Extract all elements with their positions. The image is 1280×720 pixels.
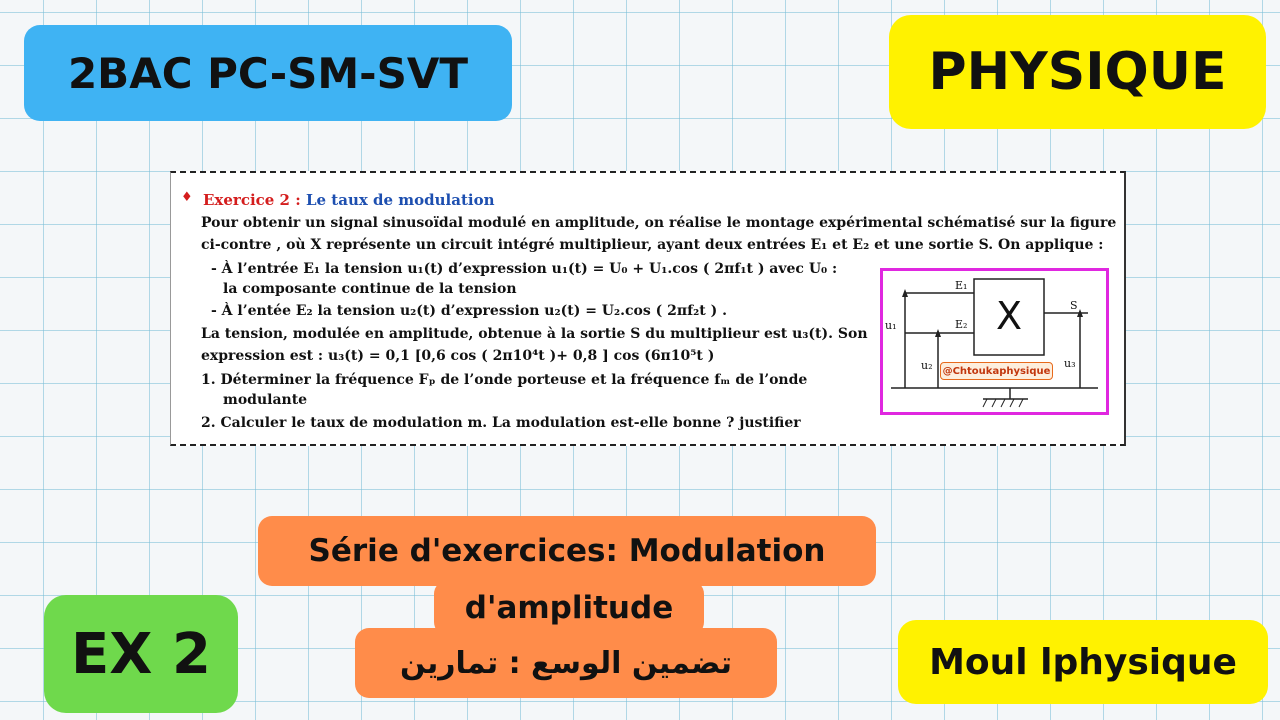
u2-label: u₂ [921,359,933,372]
input1-label: E₁ [955,279,968,292]
u3-label: u₃ [1064,357,1076,370]
hand-pointer-icon: ♦ [181,190,193,205]
output-label: S [1070,299,1078,312]
series-title-arabic: تضمين الوسع : تمارين [355,628,777,698]
u1-label: u₁ [885,319,897,332]
exercise-title: Le taux de modulation [305,191,495,209]
exercise-line: - À l’entrée E₁ la tension u₁(t) d’expression u₁(t) = U₀ + U₁.cos ( 2πf₁t ) avec U₀ : [211,261,838,277]
level-badge [24,25,512,121]
input2-label: E₂ [955,318,968,331]
multiplier-circuit-diagram [880,268,1109,415]
subject-label: PHYSIQUE [928,42,1227,102]
exercise-line: ci-contre , où X représente un circuit intégré multiplieur, ayant deux entrées E₁ et E₂ et une sortie S. On applique : [201,237,1104,253]
multiplier-label: X [995,294,1023,338]
watermark-tag: @Chtoukaphysique [940,362,1053,380]
series-title-line2: d'amplitude [434,580,704,636]
exercise-line: La tension, modulée en amplitude, obtenue à la sortie S du multiplieur est u₃(t). Son [201,326,868,342]
exercise-line: modulante [223,392,308,408]
exercise-line: expression est : u₃(t) = 0,1 [0,6 cos ( 2π10⁴t )+ 0,8 ] cos (6π10⁵t ) [201,348,715,364]
exercise-line: 2. Calculer le taux de modulation m. La modulation est-elle bonne ? justifier [201,415,801,431]
exercise-heading [203,191,495,209]
exercise-number: Exercice 2 : [203,191,301,209]
level-label: 2BAC PC-SM-SVT [67,48,469,98]
author-label: Moul lphysique [929,641,1237,683]
exercise-line: - À l’entée E₂ la tension u₂(t) d’expression u₂(t) = U₂.cos ( 2πf₂t ) . [211,303,727,319]
exercise-badge [44,595,238,713]
exercise-line: Pour obtenir un signal sinusoïdal modulé en amplitude, on réalise le montage expérimental schématisé sur la figure [201,215,1117,231]
series-title-line1: Série d'exercices: Modulation [258,516,876,586]
exercise-line: 1. Déterminer la fréquence Fₚ de l’onde porteuse et la fréquence fₘ de l’onde [201,372,808,388]
exercise-line: la composante continue de la tension [223,281,517,297]
circuit-schematic [883,271,1106,412]
author-badge [898,620,1268,704]
subject-badge [889,15,1266,129]
exercise-badge-label: EX 2 [71,621,211,687]
